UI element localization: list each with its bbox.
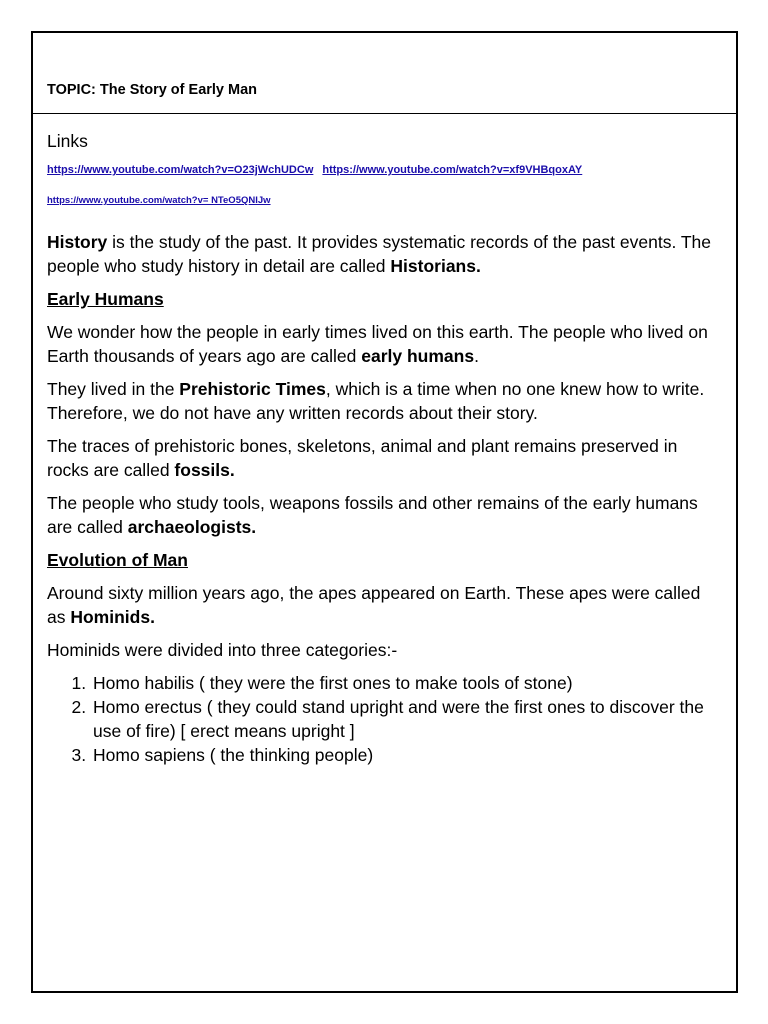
fossils-paragraph (47, 434, 723, 482)
youtube-link-1[interactable]: https://www.youtube.com/watch?v=O23jWchUDCw (47, 164, 314, 176)
early-humans-heading: Early Humans (47, 289, 164, 309)
history-paragraph (47, 230, 723, 278)
early-humans-p2-text-2: , which is a time when no one knew how to write. Therefore, we do not have any written records about their story. (47, 379, 705, 423)
early-humans-p1-text: We wonder how the people in early times lived on this earth. The people who lived on Earth thousands of years ago are called (47, 322, 708, 366)
history-term: History (47, 232, 108, 252)
topic-header (33, 33, 736, 114)
youtube-link-3[interactable]: https://www.youtube.com/watch?v= NTeO5QNIJw (47, 195, 271, 206)
archaeologists-term: archaeologists. (127, 517, 257, 537)
links-row-1 (47, 160, 723, 178)
topic-title: TOPIC: The Story of Early Man (47, 82, 258, 98)
archaeologists-text: The people who study tools, weapons fossils and other remains of the early humans are called (47, 493, 698, 537)
evolution-heading: Evolution of Man (47, 550, 188, 570)
evolution-paragraph-2: Hominids were divided into three categories:- (47, 640, 398, 660)
early-humans-p2-text-1: They lived in the (47, 379, 180, 399)
early-humans-paragraph-2 (47, 377, 723, 425)
early-humans-term: early humans (361, 346, 475, 366)
fossils-term: fossils. (174, 460, 235, 480)
hominid-categories-list (47, 671, 723, 767)
prehistoric-times-term: Prehistoric Times (179, 379, 326, 399)
fossils-text: The traces of prehistoric bones, skeletons, animal and plant remains preserved in rocks are called (47, 436, 678, 480)
early-humans-p1-end: . (474, 346, 479, 366)
evolution-p1-text: Around sixty million years ago, the apes appeared on Earth. These apes were called as (47, 583, 701, 627)
history-text: is the study of the past. It provides systematic records of the past events. The people who study history in detail are called (47, 232, 712, 276)
list-item: 2. Homo erectus ( they could stand upright and were the first ones to discover the use of fire) [ erect means upright ] (91, 695, 723, 743)
youtube-link-2[interactable]: https://www.youtube.com/watch?v=xf9VHBqoxAY (322, 164, 583, 176)
links-heading: Links (47, 131, 88, 151)
document-frame (31, 31, 738, 993)
historians-term: Historians. (390, 256, 481, 276)
links-row-2 (47, 190, 723, 208)
evolution-paragraph-1 (47, 581, 723, 629)
archaeologists-paragraph (47, 491, 723, 539)
early-humans-paragraph-1 (47, 320, 723, 368)
list-item: 3. Homo sapiens ( the thinking people) (91, 743, 723, 767)
list-item: 1. Homo habilis ( they were the first ones to make tools of stone) (91, 671, 723, 695)
document-body (47, 130, 723, 767)
hominids-term: Hominids. (70, 607, 155, 627)
